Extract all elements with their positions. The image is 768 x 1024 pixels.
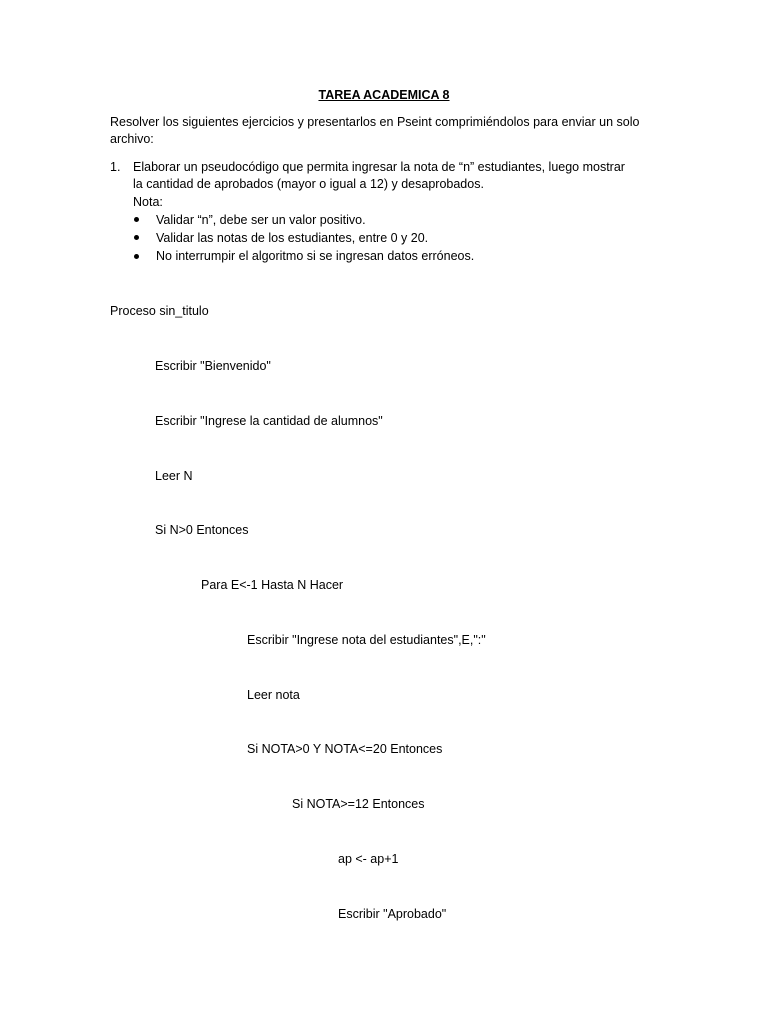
code-line-if-grade-valid: Si NOTA>0 Y NOTA<=20 Entonces [247,742,443,756]
intro-line-1: Resolver los siguientes ejercicios y presentarlos en Pseint comprimiéndolos para enviar un solo [110,115,640,129]
note-bullet-3: No interrumpir el algoritmo si se ingresan datos erróneos. [156,249,475,263]
bullet-icon [134,217,139,222]
code-line-write-welcome: Escribir "Bienvenido" [155,359,271,373]
code-line-if-approved: Si NOTA>=12 Entonces [292,797,425,811]
exercise-number: 1. [110,160,121,174]
intro-line-2: archivo: [110,132,154,146]
note-label: Nota: [133,195,163,209]
bullet-icon [134,235,139,240]
code-line-increment: ap <- ap+1 [338,852,399,866]
code-line-for: Para E<-1 Hasta N Hacer [201,578,344,592]
code-line-read-n: Leer N [155,469,193,483]
code-line-write-grade-prompt: Escribir "Ingrese nota del estudiantes",E,":" [247,633,486,647]
code-line-process: Proceso sin_titulo [110,304,209,318]
bullet-icon [134,254,139,259]
code-line-read-grade: Leer nota [247,688,300,702]
note-bullet-2: Validar las notas de los estudiantes, entre 0 y 20. [156,231,429,245]
document-title: TAREA ACADEMICA 8 [318,88,450,102]
note-bullet-1: Validar “n”, debe ser un valor positivo. [156,213,366,227]
code-line-write-prompt: Escribir "Ingrese la cantidad de alumnos" [155,414,383,428]
code-line-write-approved: Escribir "Aprobado" [338,907,447,921]
code-line-if-n: Si N>0 Entonces [155,523,249,537]
exercise-line-1: Elaborar un pseudocódigo que permita ingresar la nota de “n” estudiantes, luego mostrar [133,160,625,174]
exercise-line-2: la cantidad de aprobados (mayor o igual a 12) y desaprobados. [133,177,484,191]
